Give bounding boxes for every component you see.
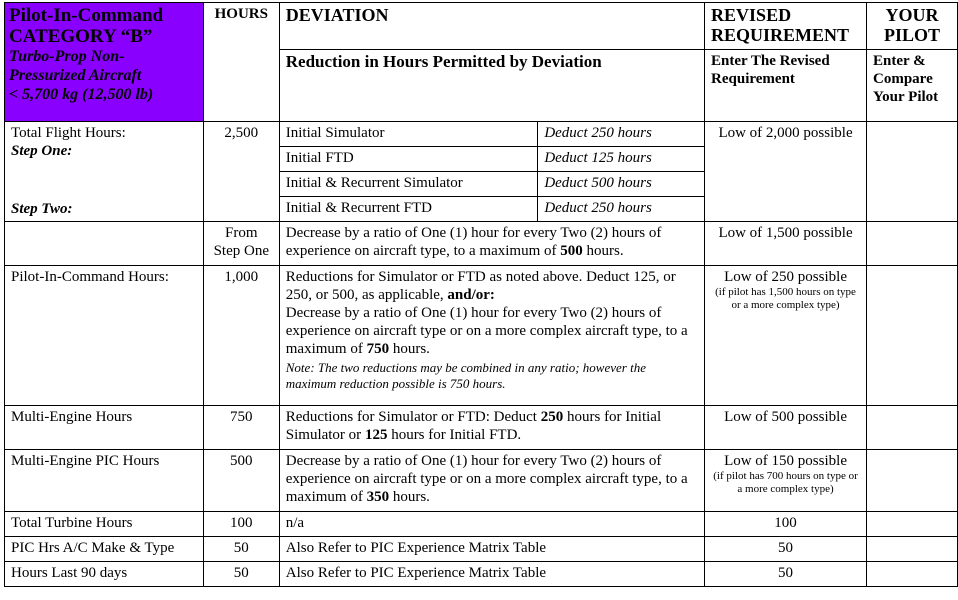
me-sim-hours: 250 — [540, 409, 564, 425]
row-hours: 100 — [203, 512, 279, 537]
step-two-max: 500 — [560, 243, 583, 259]
deduction-item: Initial FTD — [279, 147, 538, 172]
your-sub-line3: Your Pilot — [873, 89, 939, 105]
your-pilot-line1: YOUR — [885, 5, 939, 25]
your-pilot-entry[interactable] — [867, 406, 958, 450]
row-deviation: Also Refer to PIC Experience Matrix Table — [279, 562, 704, 587]
pic-revised-cell — [705, 266, 867, 406]
pic-hours-value: 1,000 — [203, 266, 279, 406]
pic-revised: Low of 250 possible — [724, 269, 847, 285]
aircraft-line2: Pressurized Aircraft — [9, 67, 142, 84]
row-deviation: n/a — [279, 512, 704, 537]
step-two-text-end: hours. — [582, 243, 624, 259]
table-row — [5, 406, 958, 450]
deduction-item: Initial Simulator — [279, 122, 538, 147]
your-pilot-subheader-cell — [867, 50, 958, 122]
deviation-header-cell — [279, 3, 704, 50]
multi-engine-hours: 750 — [203, 406, 279, 450]
step-two-hours-cell — [203, 222, 279, 266]
revised-sub-line2: Requirement — [711, 71, 795, 87]
multi-engine-label: Multi-Engine Hours — [5, 406, 204, 450]
your-pilot-entry[interactable] — [867, 562, 958, 587]
pic-max: 750 — [366, 341, 390, 357]
revised-subheader-cell — [705, 50, 867, 122]
me-pic-text-c: hours. — [389, 489, 430, 505]
table-row — [5, 512, 958, 537]
me-pic-revised-note: (if pilot has 700 hours on type or a more complex type) — [713, 470, 858, 495]
multi-engine-deviation — [279, 406, 704, 450]
your-pilot-entry[interactable] — [867, 450, 958, 512]
me-text-c: hours for Initial Simulator or — [285, 409, 662, 443]
your-pilot-entry[interactable] — [867, 222, 958, 266]
deduction-amount: Deduct 250 hours — [538, 197, 705, 222]
deduction-amount: Deduct 500 hours — [538, 172, 705, 197]
your-pilot-entry[interactable] — [867, 512, 958, 537]
row-deviation: Also Refer to PIC Experience Matrix Table — [279, 537, 704, 562]
row-hours: 50 — [203, 562, 279, 587]
row-revised: 50 — [705, 537, 867, 562]
row-hours: 50 — [203, 537, 279, 562]
aircraft-line1: Turbo-Prop Non- — [9, 48, 125, 65]
pic-ratio-text-a: Decrease by a ratio of One (1) hour for every Two (2) hours of experience on aircraft type or on a more complex aircraft type, to a maximum of — [285, 305, 688, 357]
deduction-amount: Deduct 125 hours — [538, 147, 705, 172]
deduction-amount: Deduct 250 hours — [538, 122, 705, 147]
pic-hours-label: Pilot-In-Command Hours: — [5, 266, 204, 406]
me-pic-revised-cell — [705, 450, 867, 512]
category-header-cell — [5, 3, 204, 122]
pic-reduction-text — [286, 268, 698, 304]
revised-header-line2: REQUIREMENT — [711, 25, 850, 45]
pic-note: Note: The two reductions may be combined in any ratio; however the maximum reduction possible is 750 hours. — [285, 360, 646, 391]
me-ftd-hours: 125 — [364, 427, 388, 443]
me-pic-deviation — [279, 450, 704, 512]
row-label: Hours Last 90 days — [5, 562, 204, 587]
hours-header: HOURS — [214, 6, 268, 22]
header-row — [5, 3, 958, 50]
pic-ratio-text — [286, 304, 698, 358]
me-pic-hours: 500 — [203, 450, 279, 512]
me-pic-revised: Low of 150 possible — [724, 453, 847, 469]
me-pic-label: Multi-Engine PIC Hours — [5, 450, 204, 512]
your-pilot-entry[interactable] — [867, 266, 958, 406]
pic-reduction-text-a: Reductions for Simulator or FTD as noted above. Deduct 125, or 250, or 500, as applicable, — [285, 269, 676, 303]
step-two-revised: Low of 1,500 possible — [705, 222, 867, 266]
deduction-item: Initial & Recurrent Simulator — [279, 172, 538, 197]
step-two-text: Decrease by a ratio of One (1) hour for every Two (2) hours of experience on aircraft type, to a maximum of — [285, 225, 662, 259]
total-flight-label: Total Flight Hours: — [11, 125, 126, 141]
your-pilot-entry[interactable] — [867, 122, 958, 222]
revised-header-cell — [705, 3, 867, 50]
me-text-e: hours for Initial FTD. — [387, 427, 522, 443]
deduction-item: Initial & Recurrent FTD — [279, 197, 538, 222]
deviation-subheader-cell — [279, 50, 704, 122]
your-pilot-line2: PILOT — [884, 25, 941, 45]
pic-and-or: and/or: — [447, 287, 495, 303]
table-row — [5, 266, 958, 406]
total-flight-hours: 2,500 — [203, 122, 279, 222]
row-revised: 50 — [705, 562, 867, 587]
table-row — [5, 562, 958, 587]
me-pic-text-a: Decrease by a ratio of One (1) hour for every Two (2) hours of experience on aircraft type or on a more complex aircraft type, to a maximum of — [285, 453, 688, 505]
table-row — [5, 450, 958, 512]
table-row — [5, 122, 958, 147]
pic-revised-note: (if pilot has 1,500 hours on type or a more complex type) — [715, 286, 856, 311]
pic-ratio-text-end: hours. — [389, 341, 430, 357]
hours-header-cell — [203, 3, 279, 122]
pic-hours-deviation — [279, 266, 704, 406]
multi-engine-revised: Low of 500 possible — [705, 406, 867, 450]
row-label: Total Turbine Hours — [5, 512, 204, 537]
table-row — [5, 222, 958, 266]
title-line1: Pilot-In-Command — [9, 5, 164, 26]
your-sub-line1: Enter & — [873, 53, 926, 69]
step-two-label: Step Two: — [11, 201, 73, 217]
me-text-a: Reductions for Simulator or FTD: Deduct — [285, 409, 541, 425]
title-line2: CATEGORY “B” — [9, 26, 153, 47]
deviation-header: DEVIATION — [285, 5, 389, 25]
step-two-label-cell — [5, 201, 204, 266]
your-sub-line2: Compare — [873, 71, 933, 87]
revised-header-line1: REVISED — [711, 5, 792, 25]
aircraft-line3: < 5,700 kg (12,500 lb) — [9, 86, 154, 103]
step-two-deviation — [279, 222, 704, 266]
pic-requirements-table — [4, 2, 958, 587]
step-two-hours-line1: From — [225, 225, 258, 241]
table-row — [5, 537, 958, 562]
row-label: PIC Hrs A/C Make & Type — [5, 537, 204, 562]
total-flight-revised: Low of 2,000 possible — [705, 122, 867, 222]
your-pilot-header-cell — [867, 3, 958, 50]
me-pic-max: 350 — [366, 489, 390, 505]
deviation-subheader: Reduction in Hours Permitted by Deviation — [285, 52, 602, 71]
step-two-hours-line2: Step One — [213, 243, 269, 259]
step-one-label: Step One: — [11, 143, 73, 159]
your-pilot-entry[interactable] — [867, 537, 958, 562]
row-revised: 100 — [705, 512, 867, 537]
revised-sub-line1: Enter The Revised — [711, 53, 830, 69]
